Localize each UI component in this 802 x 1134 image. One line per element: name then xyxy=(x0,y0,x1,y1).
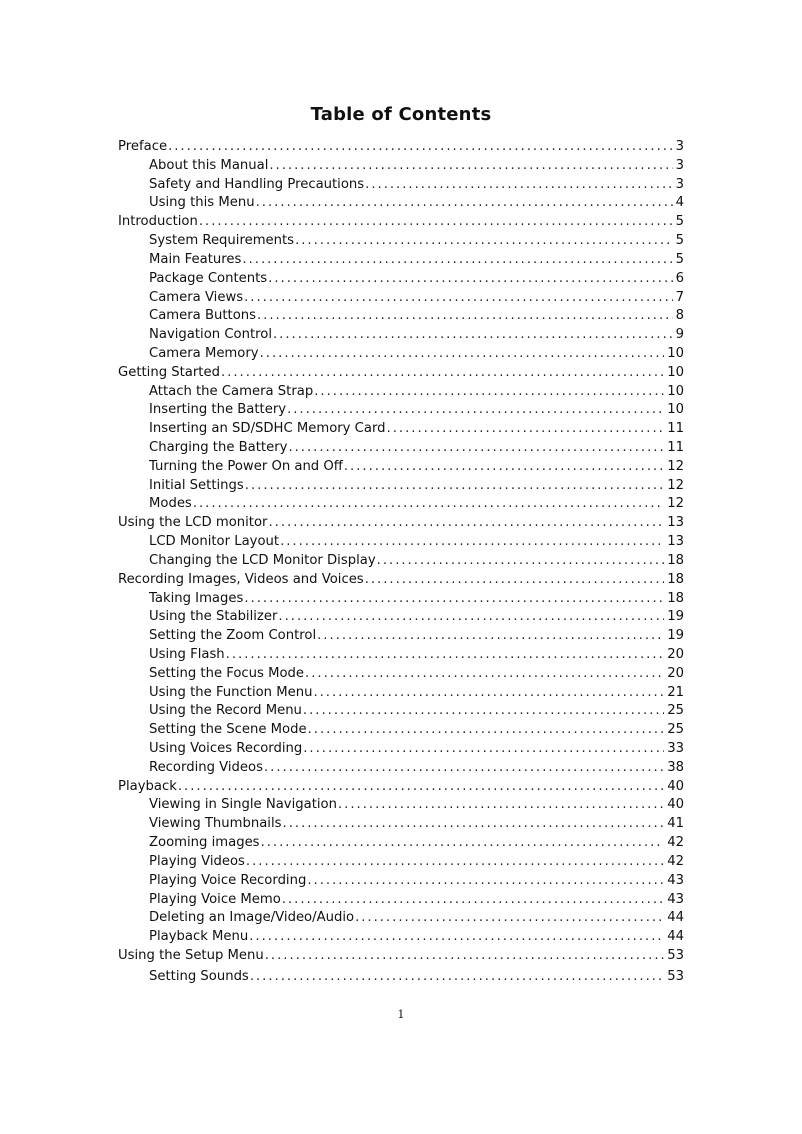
toc-dot-leader xyxy=(287,401,664,420)
toc-dot-leader xyxy=(221,364,664,383)
toc-subsection-entry[interactable] xyxy=(118,740,684,759)
toc-subsection-entry[interactable] xyxy=(118,968,684,987)
toc-section-entry[interactable] xyxy=(118,778,684,797)
toc-entry-label: Introduction xyxy=(118,214,198,230)
toc-subsection-entry[interactable] xyxy=(118,289,684,308)
toc-subsection-entry[interactable] xyxy=(118,702,684,721)
toc-dot-leader xyxy=(282,891,664,910)
toc-subsection-entry[interactable] xyxy=(118,872,684,891)
toc-entry-page: 10 xyxy=(667,383,684,399)
toc-dot-leader xyxy=(273,326,673,345)
toc-entry-label: Using the Stabilizer xyxy=(149,609,278,625)
toc-subsection-entry[interactable] xyxy=(118,420,684,439)
toc-entry-label: Using the Setup Menu xyxy=(118,947,264,963)
toc-entry-page: 44 xyxy=(667,929,684,945)
toc-entry-label: Modes xyxy=(149,496,192,512)
toc-entry-page: 18 xyxy=(667,552,684,568)
toc-entry-label: Recording Images, Videos and Voices xyxy=(118,571,364,587)
toc-subsection-entry[interactable] xyxy=(118,909,684,928)
toc-subsection-entry[interactable] xyxy=(118,815,684,834)
toc-list xyxy=(118,138,684,987)
toc-entry-page: 19 xyxy=(667,609,684,625)
toc-entry-label: Taking Images xyxy=(149,590,244,606)
toc-dot-leader xyxy=(193,495,664,514)
toc-subsection-entry[interactable] xyxy=(118,157,684,176)
toc-dot-leader xyxy=(168,138,673,157)
toc-subsection-entry[interactable] xyxy=(118,721,684,740)
page-title: Table of Contents xyxy=(310,104,492,125)
toc-entry-label: Package Contents xyxy=(149,270,268,286)
toc-entry-label: Camera Views xyxy=(149,289,244,305)
toc-subsection-entry[interactable] xyxy=(118,627,684,646)
toc-subsection-entry[interactable] xyxy=(118,759,684,778)
toc-dot-leader xyxy=(244,590,664,609)
toc-section-entry[interactable] xyxy=(118,138,684,157)
toc-entry-page: 3 xyxy=(675,157,684,173)
toc-subsection-entry[interactable] xyxy=(118,307,684,326)
toc-entry-page: 10 xyxy=(667,345,684,361)
toc-dot-leader xyxy=(268,514,664,533)
toc-dot-leader xyxy=(365,176,672,195)
toc-entry-label: Navigation Control xyxy=(149,327,272,343)
toc-dot-leader xyxy=(308,721,665,740)
toc-entry-page: 53 xyxy=(667,968,684,984)
toc-dot-leader xyxy=(387,420,665,439)
toc-entry-label: Zooming images xyxy=(149,835,260,851)
toc-entry-page: 5 xyxy=(675,214,684,230)
toc-dot-leader xyxy=(242,251,672,270)
toc-entry-label: Turning the Power On and Off xyxy=(149,458,343,474)
page-number: 1 xyxy=(397,1008,405,1021)
toc-dot-leader xyxy=(268,270,672,289)
toc-entry-label: System Requirements xyxy=(149,233,295,249)
toc-subsection-entry[interactable] xyxy=(118,533,684,552)
toc-subsection-entry[interactable] xyxy=(118,326,684,345)
toc-dot-leader xyxy=(265,947,664,966)
toc-entry-page: 13 xyxy=(667,515,684,531)
toc-entry-page: 53 xyxy=(667,947,684,963)
toc-dot-leader xyxy=(303,740,664,759)
toc-subsection-entry[interactable] xyxy=(118,796,684,815)
toc-dot-leader xyxy=(278,608,664,627)
toc-subsection-entry[interactable] xyxy=(118,928,684,947)
toc-subsection-entry[interactable] xyxy=(118,194,684,213)
toc-dot-leader xyxy=(305,665,664,684)
toc-dot-leader xyxy=(283,815,665,834)
toc-dot-leader xyxy=(244,289,673,308)
toc-entry-page: 6 xyxy=(675,270,684,286)
toc-entry-label: Inserting the Battery xyxy=(149,402,287,418)
toc-entry-label: Using the Record Menu xyxy=(149,703,302,719)
toc-entry-page: 10 xyxy=(667,364,684,380)
toc-entry-page: 42 xyxy=(667,835,684,851)
toc-subsection-entry[interactable] xyxy=(118,891,684,910)
toc-entry-page: 18 xyxy=(667,590,684,606)
toc-entry-page: 3 xyxy=(675,139,684,154)
toc-dot-leader xyxy=(280,533,664,552)
toc-entry-label: Inserting an SD/SDHC Memory Card xyxy=(149,421,386,437)
toc-entry-label: Camera Memory xyxy=(149,345,259,361)
toc-subsection-entry[interactable] xyxy=(118,477,684,496)
toc-section-entry[interactable] xyxy=(118,213,684,232)
toc-entry-page: 44 xyxy=(667,910,684,926)
toc-subsection-entry[interactable] xyxy=(118,401,684,420)
toc-dot-leader xyxy=(288,439,664,458)
toc-entry-page: 12 xyxy=(667,477,684,493)
toc-dot-leader xyxy=(269,157,672,176)
toc-section-entry[interactable] xyxy=(118,364,684,383)
toc-entry-page: 19 xyxy=(667,628,684,644)
toc-entry-label: Getting Started xyxy=(118,364,220,380)
toc-entry-label: Using Flash xyxy=(149,646,225,662)
toc-entry-page: 12 xyxy=(667,458,684,474)
toc-entry-page: 11 xyxy=(667,440,684,455)
toc-dot-leader xyxy=(307,872,664,891)
toc-section-entry[interactable] xyxy=(118,947,684,966)
toc-entry-label: Viewing in Single Navigation xyxy=(149,797,337,813)
toc-dot-leader xyxy=(355,909,664,928)
toc-subsection-entry[interactable] xyxy=(118,646,684,665)
toc-entry-page: 43 xyxy=(667,872,684,888)
toc-entry-label: Using the Function Menu xyxy=(149,684,313,700)
toc-subsection-entry[interactable] xyxy=(118,232,684,251)
toc-dot-leader xyxy=(264,759,664,778)
toc-entry-page: 11 xyxy=(667,421,684,437)
toc-entry-label: Attach the Camera Strap xyxy=(149,383,314,399)
toc-entry-label: Setting Sounds xyxy=(149,968,249,984)
toc-entry-page: 40 xyxy=(667,797,684,813)
toc-section-entry[interactable] xyxy=(118,571,684,590)
toc-entry-page: 3 xyxy=(675,176,684,192)
toc-dot-leader xyxy=(246,853,664,872)
toc-entry-page: 25 xyxy=(667,703,684,719)
toc-entry-page: 42 xyxy=(667,853,684,869)
toc-dot-leader xyxy=(303,702,664,721)
toc-dot-leader xyxy=(313,684,664,703)
toc-dot-leader xyxy=(317,627,664,646)
toc-entry-page: 25 xyxy=(667,722,684,738)
toc-entry-page: 40 xyxy=(667,778,684,794)
toc-dot-leader xyxy=(314,383,664,402)
toc-dot-leader xyxy=(261,834,665,853)
toc-entry-page: 41 xyxy=(667,816,684,832)
toc-subsection-entry[interactable] xyxy=(118,853,684,872)
toc-subsection-entry[interactable] xyxy=(118,495,684,514)
toc-subsection-entry[interactable] xyxy=(118,608,684,627)
toc-dot-leader xyxy=(249,928,664,947)
toc-subsection-entry[interactable] xyxy=(118,665,684,684)
toc-entry-label: Main Features xyxy=(149,251,242,267)
toc-dot-leader xyxy=(257,307,673,326)
toc-entry-label: Setting the Focus Mode xyxy=(149,665,305,681)
toc-entry-page: 12 xyxy=(667,496,684,512)
toc-entry-page: 38 xyxy=(667,759,684,775)
toc-entry-label: Playing Voice Recording xyxy=(149,872,307,888)
toc-entry-page: 13 xyxy=(667,534,684,550)
toc-dot-leader xyxy=(377,552,665,571)
toc-entry-page: 43 xyxy=(667,891,684,907)
toc-dot-leader xyxy=(178,778,664,797)
toc-entry-page: 20 xyxy=(667,665,684,681)
toc-entry-label: Charging the Battery xyxy=(149,440,288,455)
toc-dot-leader xyxy=(295,232,673,251)
toc-entry-label: Using Voices Recording xyxy=(149,741,303,756)
toc-entry-label: Initial Settings xyxy=(149,477,244,493)
toc-dot-leader xyxy=(199,213,673,232)
toc-entry-page: 10 xyxy=(667,402,684,418)
toc-subsection-entry[interactable] xyxy=(118,552,684,571)
toc-entry-label: Preface xyxy=(118,139,168,154)
toc-entry-label: LCD Monitor Layout xyxy=(149,534,280,550)
toc-entry-label: Playing Videos xyxy=(149,853,245,869)
toc-dot-leader xyxy=(256,194,673,213)
toc-section-entry[interactable] xyxy=(118,514,684,533)
toc-dot-leader xyxy=(250,968,664,987)
toc-entry-page: 33 xyxy=(667,741,684,756)
toc-dot-leader xyxy=(344,458,664,477)
toc-entry-label: Setting the Zoom Control xyxy=(149,628,317,644)
toc-entry-label: Setting the Scene Mode xyxy=(149,722,307,738)
toc-entry-label: Playback xyxy=(118,778,177,794)
toc-entry-label: Changing the LCD Monitor Display xyxy=(149,552,376,568)
toc-entry-label: Playing Voice Memo xyxy=(149,891,281,907)
toc-subsection-entry[interactable] xyxy=(118,345,684,364)
toc-subsection-entry[interactable] xyxy=(118,270,684,289)
toc-entry-page: 18 xyxy=(667,571,684,587)
toc-entry-page: 4 xyxy=(675,195,684,211)
toc-entry-page: 7 xyxy=(675,289,684,305)
toc-entry-page: 20 xyxy=(667,646,684,662)
toc-subsection-entry[interactable] xyxy=(118,684,684,703)
toc-entry-label: Safety and Handling Precautions xyxy=(149,176,365,192)
toc-subsection-entry[interactable] xyxy=(118,176,684,195)
toc-entry-page: 5 xyxy=(675,233,684,249)
toc-entry-page: 5 xyxy=(675,251,684,267)
toc-entry-page: 8 xyxy=(675,308,684,324)
toc-entry-page: 9 xyxy=(675,327,684,343)
toc-subsection-entry[interactable] xyxy=(118,458,684,477)
toc-subsection-entry[interactable] xyxy=(118,383,684,402)
toc-entry-label: About this Manual xyxy=(149,157,269,173)
toc-entry-label: Recording Videos xyxy=(149,759,263,775)
toc-subsection-entry[interactable] xyxy=(118,439,684,458)
toc-dot-leader xyxy=(365,571,665,590)
toc-dot-leader xyxy=(245,477,664,496)
toc-entry-label: Using this Menu xyxy=(149,195,255,211)
toc-entry-label: Viewing Thumbnails xyxy=(149,816,282,832)
toc-entry-label: Using the LCD monitor xyxy=(118,515,268,531)
toc-dot-leader xyxy=(226,646,665,665)
toc-subsection-entry[interactable] xyxy=(118,590,684,609)
toc-entry-label: Camera Buttons xyxy=(149,308,256,324)
toc-dot-leader xyxy=(338,796,664,815)
toc-entry-page: 21 xyxy=(667,684,684,700)
toc-dot-leader xyxy=(260,345,665,364)
toc-entry-label: Playback Menu xyxy=(149,929,249,945)
toc-entry-label: Deleting an Image/Video/Audio xyxy=(149,910,355,926)
toc-subsection-entry[interactable] xyxy=(118,834,684,853)
toc-subsection-entry[interactable] xyxy=(118,251,684,270)
